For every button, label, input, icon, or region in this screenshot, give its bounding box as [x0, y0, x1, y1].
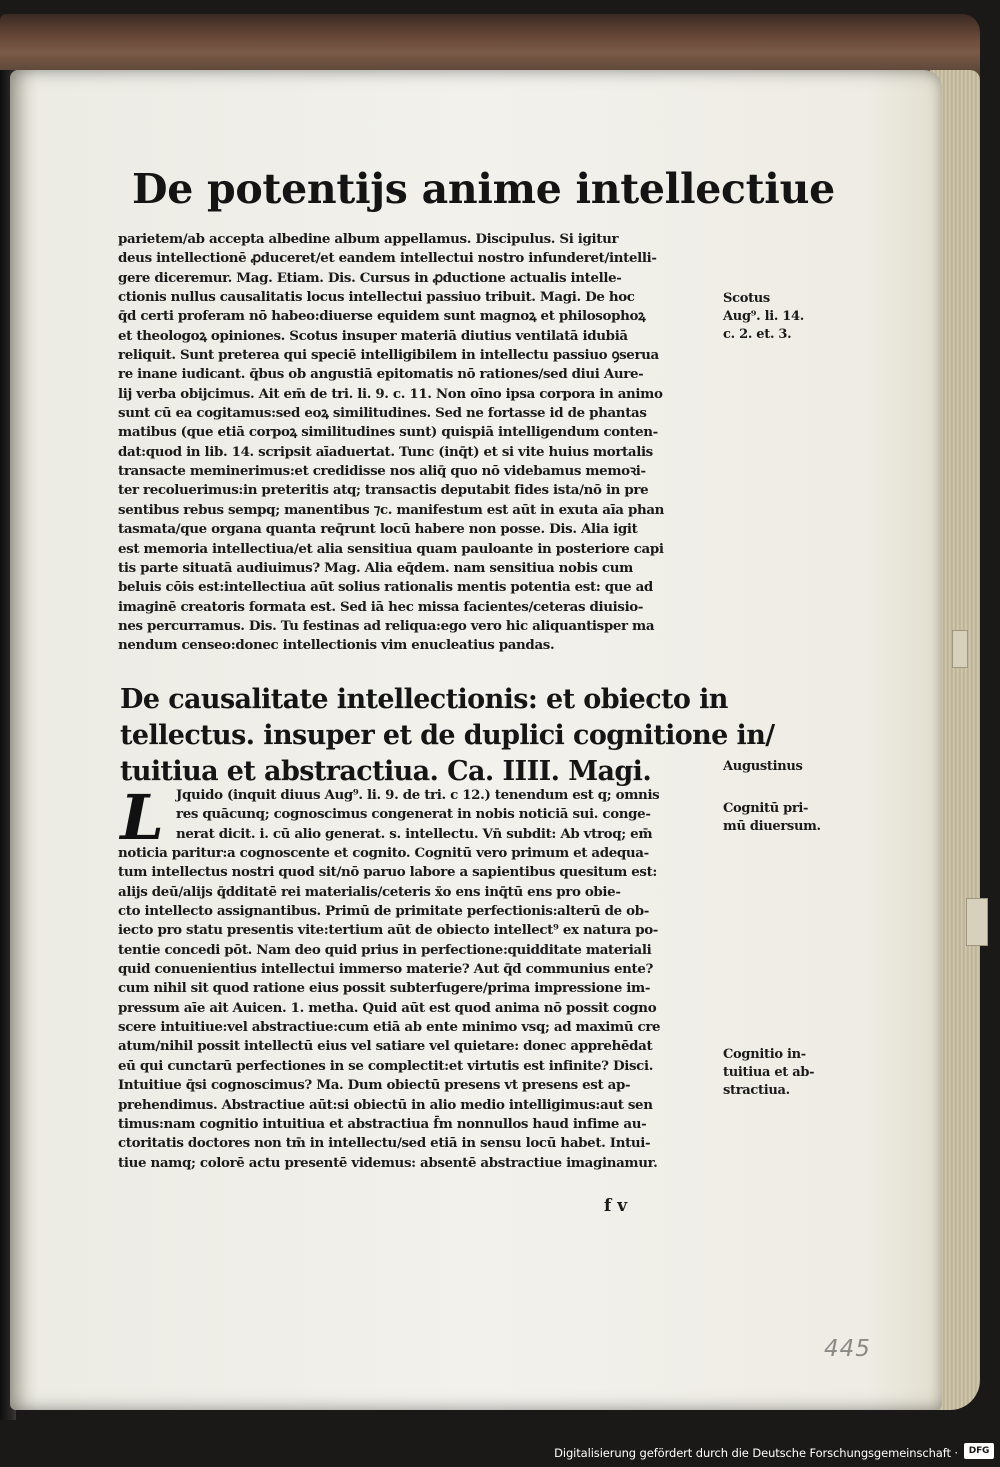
margin-note-cognitum — [723, 800, 833, 836]
text-line: dat:quod in lib. 14. scripsit aīaduertat. Tunc (inq̄t) et si vite huius mortalis — [118, 443, 653, 460]
initial-letter: L — [120, 781, 164, 854]
text-line: pressum aīe ait Auicen. 1. metha. Quid aūt est quod anima nō possit cogno — [118, 999, 657, 1016]
text-line: timus:nam cognitio intuitiua et abstractiua f̄m nonnullos haud infime au- — [118, 1115, 647, 1132]
margin-note-line: Cognitio in- — [723, 1047, 806, 1062]
text-line: tiue namq; colorē actu presentē videmus: absentē abstractiue imaginamur. — [118, 1154, 658, 1171]
margin-note-cognitio — [723, 1046, 833, 1100]
page-number: 445 — [824, 1336, 871, 1362]
text-line: prehendimus. Abstractiue aūt:si obiectū in alio medio intelligimus:aut sen — [118, 1096, 653, 1113]
text-line: parietem/ab accepta albedine album appellamus. Discipulus. Si igitur — [118, 231, 619, 247]
text-line: cto intellecto assignantibus. Primū de primitate perfectionis:alterū de ob- — [118, 903, 649, 920]
text-line: re inane iudicant. q̄bus ob angustiā epitomatis nō rationes/sed diui Aure- — [118, 366, 644, 383]
text-line: tasmata/que organa quanta req̄runt locū habere non posse. Dis. Alia igit — [118, 521, 638, 538]
text-line: quid conuenientius intellectui immerso materie? Aut q̄d communius ente? — [118, 961, 654, 978]
text-line: tum intellectus nostri quod sit/nō paruo labore a sapientibus quesitum est: — [118, 864, 658, 881]
page-tab-marker — [966, 898, 988, 946]
margin-note-line: Scotus — [723, 291, 770, 306]
text-line: imaginē creatoris formata est. Sed iā hec missa facientes/ceteras diuisio- — [118, 598, 644, 615]
text-line: nerat dicit. i. cū alio generat. s. intellectu. Vn̄ subdit: Ab vtroq; em̄ — [176, 825, 653, 842]
text-line: sunt cū ea cogitamus:sed eoꝝ similitudines. Sed ne fortasse id de phantas — [118, 405, 647, 422]
heading-line: tellectus. insuper et de duplici cognitione in/ — [120, 720, 775, 751]
funding-credit: Digitalisierung gefördert durch die Deutsche Forschungsgemeinschaft · — [554, 1446, 958, 1460]
text-line: eū qui cunctarū perfectiones in se complectit:et virtutis est infinite? Disci. — [118, 1057, 654, 1074]
text-line: cum nihil sit quod ratione eius possit subterfugere/prima impressione im- — [118, 980, 651, 997]
text-line: nendum censeo:donec intellectionis vim enucleatius pandas. — [118, 637, 555, 654]
margin-note-line: mū diuersum. — [723, 819, 821, 834]
text-line: sentibus rebus sempq; manentibus ⁊c. manifestum est aūt in exuta aīa phan — [118, 501, 665, 518]
text-line: beluis cōis est:intellectiua aūt solius rationalis mentis potentia est: que ad — [118, 579, 653, 596]
text-line: q̄d certi proferam nō habeo:diuerse equidem sunt magnoꝝ et philosophoꝝ — [118, 308, 646, 325]
margin-note-line: Aug⁹. li. 14. — [723, 309, 805, 324]
margin-note-line: Augustinus — [723, 759, 803, 774]
text-line: transacte meminerimus:et credidisse nos aliq̄ quo nō videbamus memoꝛi- — [118, 463, 646, 480]
text-line: reliquit. Sunt preterea qui speciē intelligibilem in intellectu passiuo ꝯserua — [118, 347, 659, 364]
text-line: nes percurramus. Dis. Tu festinas ad reliqua:ego vero hic aliquantisper ma — [118, 617, 655, 634]
text-line: res quācunq; cognoscimus congenerat in nobis noticiā sui. conge- — [176, 806, 651, 823]
text-line: Jquido (inquit diuus Aug⁹. li. 9. de tri. c 12.) tenendum est q; omnis — [176, 787, 660, 803]
signature-mark: f v — [604, 1196, 628, 1216]
heading-line: De causalitate intellectionis: et obiecto in — [120, 684, 728, 715]
text-line: scere intuitiue:vel abstractiue:cum etiā ab ente minimo vsq; ad maximū cre — [118, 1019, 661, 1036]
text-line: est memoria intellectiua/et alia sensitiua quam pauloante in posteriore capi — [118, 540, 664, 557]
text-line: matibus (que etiā corpoꝝ similitudines sunt) quispiā intelligendum conten- — [118, 424, 658, 441]
margin-note-scotus — [723, 290, 833, 344]
text-line: ter recoluerimus:in preteritis atq; transactis deputabit fides ista/nō in pre — [118, 482, 649, 499]
margin-note-augustinus — [723, 758, 833, 776]
margin-note-line: stractiua. — [723, 1083, 790, 1098]
margin-note-line: Cognitū pri- — [723, 801, 809, 816]
heading-line: tuitiua et abstractiua. Ca. IIII. Magi. — [120, 756, 652, 787]
margin-note-line: c. 2. et. 3. — [723, 327, 792, 342]
text-line: deus intellectionē ꝓduceret/et eandem intellectui nostro infunderet/intelli- — [118, 250, 657, 267]
text-line: tentie concedi pōt. Nam deo quid prius in perfectione:quidditate materiali — [118, 941, 652, 958]
text-line: Intuitiue q̄si cognoscimus? Ma. Dum obiectū presens vt presens est ap- — [118, 1077, 631, 1094]
text-line: tis parte situatā audiuimus? Mag. Alia eq̄dem. nam sensitiua nobis cum — [118, 559, 633, 576]
text-line: alijs deū/alijs q̄dditatē rei materialis/ceteris x̄o ens inq̄tū ens pro obie- — [118, 883, 621, 900]
page-tab-marker — [952, 630, 968, 668]
text-line: gere diceremur. Mag. Etiam. Dis. Cursus in ꝓductione actualis intelle- — [118, 269, 622, 286]
page-title: De potentijs anime intellectiue — [132, 165, 835, 213]
text-line: ctoritatis doctores non tm̄ in intellectu/sed etiā in sensu locū habet. Intui- — [118, 1135, 651, 1152]
footer-bar — [0, 1421, 1000, 1467]
text-line: noticia paritur:a cognoscente et cognito. Cognitū vero primum et adequa- — [118, 845, 649, 862]
text-line: lij verba obijcimus. Ait em̄ de tri. li. 9. c. 11. Non oīno ipsa corpora in animo — [118, 385, 663, 402]
text-line: atum/nihil possit intellectū eius vel satiare vel quietare: donec apprehēdat — [118, 1038, 653, 1055]
text-line: et theologoꝝ opiniones. Scotus insuper materiā diutius ventilatā idubiā — [118, 327, 628, 344]
body-text — [118, 230, 718, 656]
margin-note-line: tuitiua et ab- — [723, 1065, 815, 1080]
text-line: ctionis nullus causalitatis locus intellectui passiuo tribuit. Magi. De hoc — [118, 289, 635, 306]
chapter-text — [118, 786, 718, 1173]
text-line: iecto pro statu presentis vite:tertium aūt de obiecto intellect⁹ ex natura po- — [118, 922, 659, 939]
dfg-logo: DFG — [964, 1443, 994, 1459]
